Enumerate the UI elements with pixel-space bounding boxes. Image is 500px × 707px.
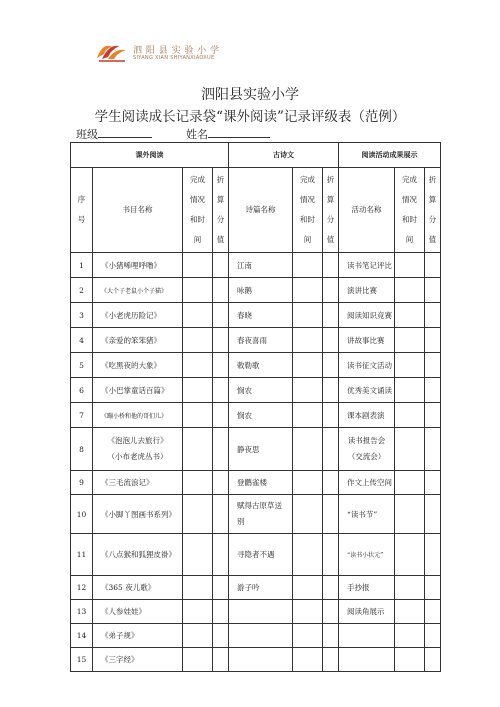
book-score-cell[interactable] — [213, 403, 229, 428]
activity-done-cell[interactable] — [395, 428, 425, 471]
row-number: 8 — [71, 428, 93, 471]
poem-done-cell[interactable] — [293, 471, 323, 495]
table-row — [71, 403, 441, 428]
activity-score-cell[interactable] — [425, 576, 441, 600]
book-done-cell[interactable] — [183, 328, 213, 353]
book-score-cell[interactable] — [213, 328, 229, 353]
poem-score-cell[interactable] — [323, 303, 339, 328]
name-blank[interactable] — [208, 126, 270, 138]
row-number: 6 — [71, 378, 93, 403]
table-row — [71, 253, 441, 278]
row-number: 14 — [71, 624, 93, 648]
activity-score-cell[interactable] — [425, 600, 441, 624]
activity-score-cell[interactable] — [425, 328, 441, 353]
col-score-reading: 折 算 分 值 — [213, 168, 229, 253]
poem-score-cell[interactable] — [323, 495, 339, 534]
poem-done-cell[interactable] — [293, 600, 323, 624]
poem-done-cell[interactable] — [293, 253, 323, 278]
table-row — [71, 303, 441, 328]
poem-done-cell[interactable] — [293, 278, 323, 303]
book-score-cell[interactable] — [213, 534, 229, 576]
group-header-row — [71, 143, 441, 168]
poem-name-cell: 游子吟 — [229, 576, 293, 600]
activity-name-cell: “读书小状元” — [339, 534, 395, 576]
activity-done-cell[interactable] — [395, 403, 425, 428]
book-name-cell: 《小猪唏哩呼噜》 — [93, 253, 183, 278]
table-row — [71, 471, 441, 495]
poem-done-cell[interactable] — [293, 353, 323, 378]
activity-score-cell[interactable] — [425, 624, 441, 648]
activity-done-cell[interactable] — [395, 353, 425, 378]
book-name-cell: 《365 夜儿歌》 — [93, 576, 183, 600]
activity-score-cell[interactable] — [425, 353, 441, 378]
book-score-cell[interactable] — [213, 648, 229, 672]
column-header-row — [71, 168, 441, 253]
poem-score-cell[interactable] — [323, 624, 339, 648]
book-name-cell: 《大个子老鼠小个子猫》 — [93, 278, 183, 303]
poem-score-cell[interactable] — [323, 328, 339, 353]
poem-name-cell: 静夜思 — [229, 428, 293, 471]
poem-score-cell[interactable] — [323, 600, 339, 624]
book-score-cell[interactable] — [213, 353, 229, 378]
activity-done-cell[interactable] — [395, 624, 425, 648]
class-blank[interactable] — [98, 126, 152, 138]
col-seq: 序 号 — [71, 168, 93, 253]
activity-name-cell: 读书征文活动 — [339, 353, 395, 378]
poem-name-cell: 春夜喜雨 — [229, 328, 293, 353]
poem-done-cell[interactable] — [293, 428, 323, 471]
col-done-activity: 完成 情况 和时 间 — [395, 168, 425, 253]
book-score-cell[interactable] — [213, 378, 229, 403]
book-name-cell: 《小巴掌童话百篇》 — [93, 378, 183, 403]
poem-score-cell[interactable] — [323, 378, 339, 403]
poem-name-cell: 江南 — [229, 253, 293, 278]
poem-name-cell: 春晓 — [229, 303, 293, 328]
activity-name-cell: 阅读角展示 — [339, 600, 395, 624]
col-score-activity: 折 算 分 值 — [425, 168, 441, 253]
row-number: 1 — [71, 253, 93, 278]
group-poems: 古诗文 — [229, 143, 339, 168]
student-info-fields — [76, 126, 270, 142]
book-name-cell: 《小脚丫图画书系列》 — [93, 495, 183, 534]
document-title: 泗阳县实验小学 — [201, 87, 299, 103]
activity-score-cell[interactable] — [425, 495, 441, 534]
book-done-cell[interactable] — [183, 428, 213, 471]
activity-name-cell: 课本剧表演 — [339, 403, 395, 428]
name-label: 姓名 — [186, 128, 208, 141]
activity-name-cell: 优秀美文诵读 — [339, 378, 395, 403]
book-done-cell[interactable] — [183, 353, 213, 378]
activity-done-cell[interactable] — [395, 600, 425, 624]
row-number: 4 — [71, 328, 93, 353]
poem-done-cell[interactable] — [293, 576, 323, 600]
poem-done-cell[interactable] — [293, 534, 323, 576]
class-label: 班级 — [76, 128, 98, 141]
row-number: 2 — [71, 278, 93, 303]
book-done-cell[interactable] — [183, 624, 213, 648]
book-done-cell[interactable] — [183, 495, 213, 534]
book-name-cell: 《三毛流浪记》 — [93, 471, 183, 495]
book-name-cell: 《弟子规》 — [93, 624, 183, 648]
poem-score-cell[interactable] — [323, 403, 339, 428]
book-score-cell[interactable] — [213, 600, 229, 624]
row-number: 12 — [71, 576, 93, 600]
activity-score-cell[interactable] — [425, 534, 441, 576]
row-number: 9 — [71, 471, 93, 495]
poem-done-cell[interactable] — [293, 328, 323, 353]
poem-done-cell[interactable] — [293, 303, 323, 328]
activity-done-cell[interactable] — [395, 328, 425, 353]
book-name-cell: 《八点猴和狐狸皮褂》 — [93, 534, 183, 576]
book-done-cell[interactable] — [183, 378, 213, 403]
row-number: 10 — [71, 495, 93, 534]
activity-score-cell[interactable] — [425, 428, 441, 471]
activity-done-cell[interactable] — [395, 278, 425, 303]
book-score-cell[interactable] — [213, 253, 229, 278]
activity-score-cell[interactable] — [425, 278, 441, 303]
row-number: 15 — [71, 648, 93, 672]
activity-name-cell — [339, 648, 395, 672]
table-row — [71, 534, 441, 576]
activity-name-cell: 手抄报 — [339, 576, 395, 600]
row-number: 5 — [71, 353, 93, 378]
row-number: 13 — [71, 600, 93, 624]
poem-done-cell[interactable] — [293, 403, 323, 428]
table-row — [71, 428, 441, 471]
poem-done-cell[interactable] — [293, 378, 323, 403]
row-number: 11 — [71, 534, 93, 576]
table-row — [71, 328, 441, 353]
poem-score-cell[interactable] — [323, 278, 339, 303]
poem-score-cell[interactable] — [323, 576, 339, 600]
activity-done-cell[interactable] — [395, 471, 425, 495]
activity-done-cell[interactable] — [395, 576, 425, 600]
book-score-cell[interactable] — [213, 624, 229, 648]
poem-score-cell[interactable] — [323, 428, 339, 471]
poem-done-cell[interactable] — [293, 648, 323, 672]
col-activity-name: 活动名称 — [339, 168, 395, 253]
activity-done-cell[interactable] — [395, 495, 425, 534]
school-logo — [93, 38, 223, 68]
book-done-cell[interactable] — [183, 600, 213, 624]
group-reading: 课外阅读 — [71, 143, 229, 168]
poem-name-cell: 咏鹅 — [229, 278, 293, 303]
col-poem-name: 诗篇名称 — [229, 168, 293, 253]
book-score-cell[interactable] — [213, 576, 229, 600]
activity-name-cell: 演讲比赛 — [339, 278, 395, 303]
table-row — [71, 378, 441, 403]
poem-name-cell — [229, 624, 293, 648]
poem-name-cell — [229, 648, 293, 672]
activity-name-cell — [339, 624, 395, 648]
book-score-cell[interactable] — [213, 303, 229, 328]
book-name-cell: 《三字经》 — [93, 648, 183, 672]
activity-score-cell[interactable] — [425, 378, 441, 403]
poem-name-cell: 寻隐者不遇 — [229, 534, 293, 576]
table-row — [71, 495, 441, 534]
book-name-cell: 《蹦小桥和他的哥们儿》 — [93, 403, 183, 428]
activity-score-cell[interactable] — [425, 253, 441, 278]
poem-score-cell[interactable] — [323, 534, 339, 576]
book-name-cell: 《小老虎历险记》 — [93, 303, 183, 328]
activity-name-cell: 读书笔记评比 — [339, 253, 395, 278]
book-done-cell[interactable] — [183, 403, 213, 428]
activity-score-cell[interactable] — [425, 303, 441, 328]
activity-score-cell[interactable] — [425, 648, 441, 672]
book-name-cell: 《亲爱的笨笨猪》 — [93, 328, 183, 353]
activity-done-cell[interactable] — [395, 303, 425, 328]
activity-name-cell: 讲故事比赛 — [339, 328, 395, 353]
document-subtitle: 学生阅读成长记录袋“课外阅读”记录评级表（范例） — [94, 109, 406, 125]
book-score-cell[interactable] — [213, 278, 229, 303]
row-number: 3 — [71, 303, 93, 328]
group-activity: 阅读活动成果展示 — [339, 143, 441, 168]
reading-record-table — [70, 142, 441, 672]
activity-score-cell[interactable] — [425, 471, 441, 495]
logo-school-name: 泗 阳 县 实 验 小 学 — [133, 46, 220, 56]
table-row — [71, 576, 441, 600]
book-done-cell[interactable] — [183, 471, 213, 495]
book-done-cell[interactable] — [183, 253, 213, 278]
activity-done-cell[interactable] — [395, 534, 425, 576]
logo-school-pinyin: SIYANG XIAN SHIYANXIAOXUE — [133, 55, 215, 61]
poem-name-cell: 赋得古原草送 别 — [229, 495, 293, 534]
book-score-cell[interactable] — [213, 471, 229, 495]
activity-name-cell: 作文上传空间 — [339, 471, 395, 495]
book-name-cell: 《吃黑夜的大象》 — [93, 353, 183, 378]
poem-score-cell[interactable] — [323, 353, 339, 378]
poem-name-cell: 悯农 — [229, 403, 293, 428]
book-name-cell: 《泡泡儿去旅行》 （小布老虎丛书） — [93, 428, 183, 471]
activity-name-cell: 阅读知识竞赛 — [339, 303, 395, 328]
poem-score-cell[interactable] — [323, 648, 339, 672]
poem-name-cell: 敕勒歌 — [229, 353, 293, 378]
poem-name-cell: 登鹳雀楼 — [229, 471, 293, 495]
table-row — [71, 353, 441, 378]
poem-score-cell[interactable] — [323, 253, 339, 278]
book-done-cell[interactable] — [183, 648, 213, 672]
poem-done-cell[interactable] — [293, 495, 323, 534]
poem-done-cell[interactable] — [293, 624, 323, 648]
activity-done-cell[interactable] — [395, 378, 425, 403]
book-name-cell: 《人参娃娃》 — [93, 600, 183, 624]
activity-name-cell: 读书报告会 （交流会） — [339, 428, 395, 471]
phoenix-logo-icon — [93, 38, 131, 64]
book-done-cell[interactable] — [183, 278, 213, 303]
poem-score-cell[interactable] — [323, 471, 339, 495]
table-row — [71, 600, 441, 624]
col-score-poems: 折 算 分 值 — [323, 168, 339, 253]
activity-score-cell[interactable] — [425, 403, 441, 428]
col-done-poems: 完成 情况 和时 间 — [293, 168, 323, 253]
poem-name-cell — [229, 600, 293, 624]
table-row — [71, 624, 441, 648]
poem-name-cell: 悯农 — [229, 378, 293, 403]
row-number: 7 — [71, 403, 93, 428]
col-book-name: 书目名称 — [93, 168, 183, 253]
book-score-cell[interactable] — [213, 495, 229, 534]
book-done-cell[interactable] — [183, 576, 213, 600]
table-row — [71, 648, 441, 672]
book-done-cell[interactable] — [183, 303, 213, 328]
activity-done-cell[interactable] — [395, 253, 425, 278]
activity-name-cell: “读书节” — [339, 495, 395, 534]
activity-done-cell[interactable] — [395, 648, 425, 672]
col-done-reading: 完成 情况 和时 间 — [183, 168, 213, 253]
table-row — [71, 278, 441, 303]
book-done-cell[interactable] — [183, 534, 213, 576]
book-score-cell[interactable] — [213, 428, 229, 471]
